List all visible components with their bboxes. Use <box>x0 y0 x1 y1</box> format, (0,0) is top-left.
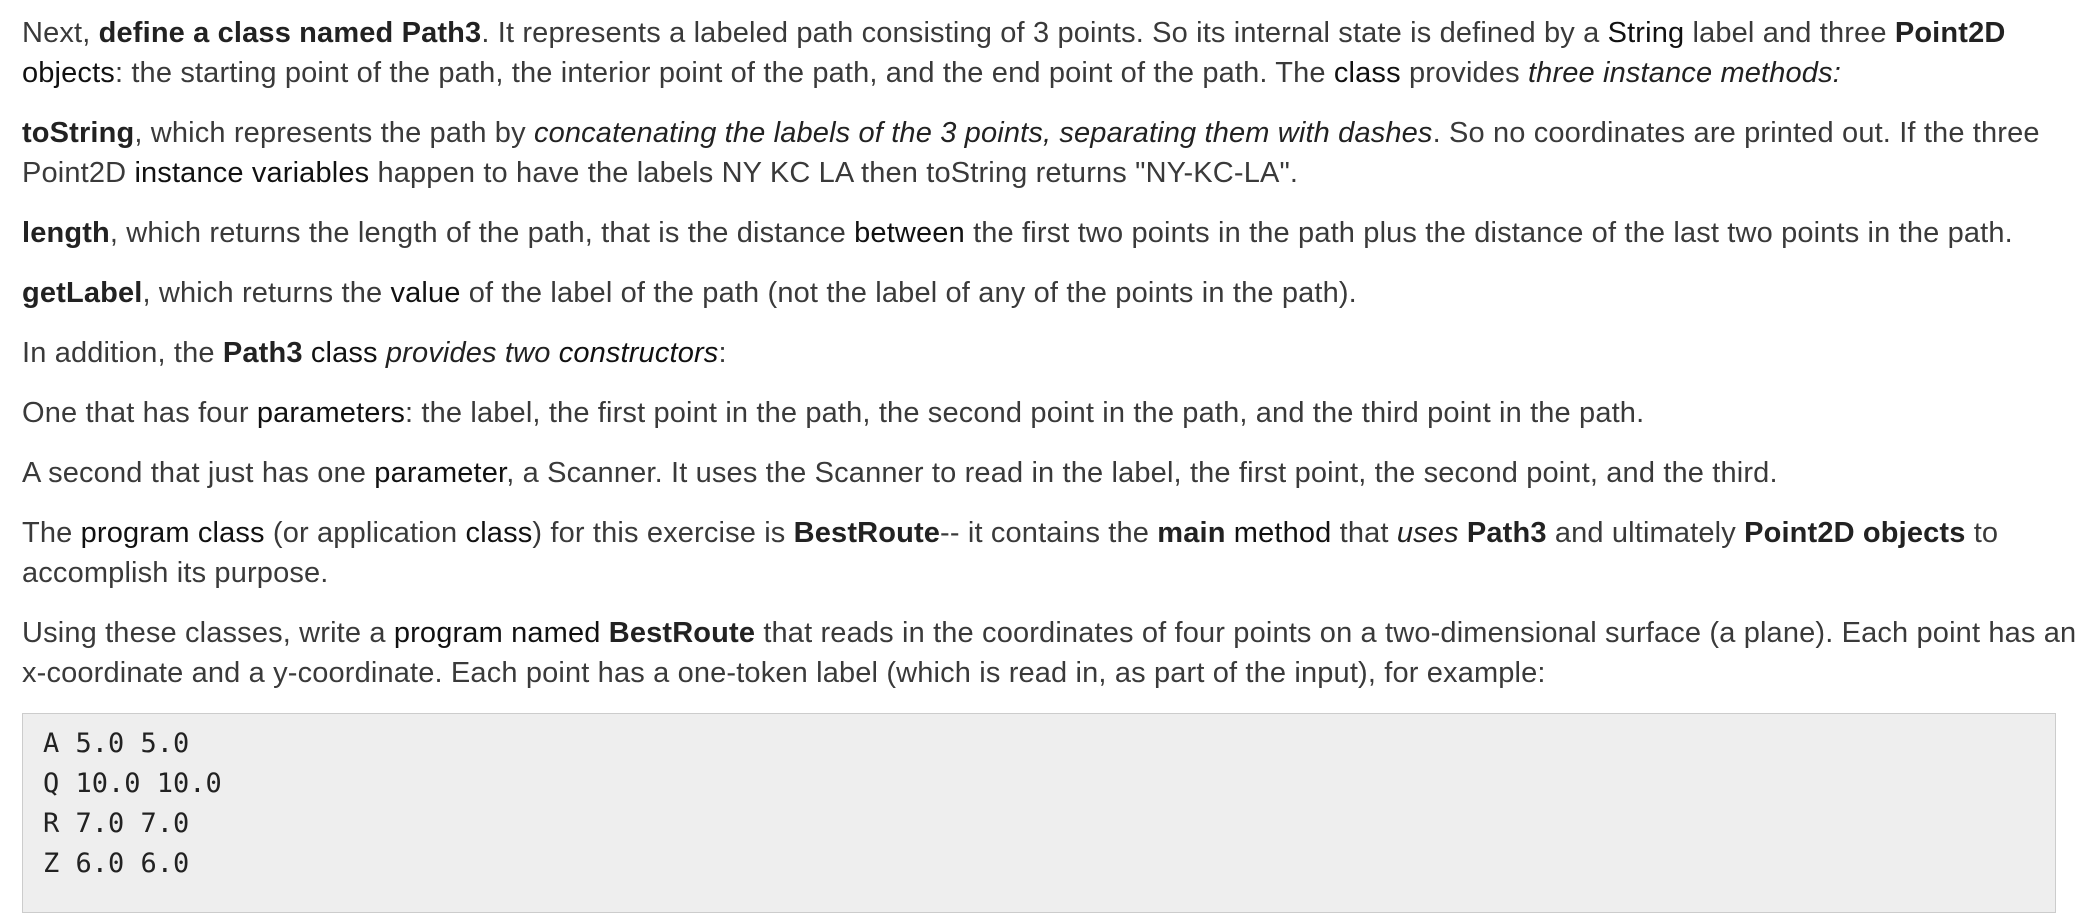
text: happen to have the labels NY KC LA then toString returns "NY-KC-LA". <box>369 157 1299 189</box>
paragraph-getlabel <box>22 273 2092 313</box>
emphasis-concatenating: concatenating the labels of the 3 points, separating them with dashes <box>533 117 1433 149</box>
term-point2d: Point2D <box>1894 17 2006 49</box>
text: that reads in the coordinates of four points on a two-dimensional surface (a plane). Each point has an x-coordinate and a y-coordinate. Each point has a one-token label (which is read in, as part of the input), for example: <box>22 617 2077 689</box>
paragraph-using-classes <box>22 613 2092 693</box>
text: , which returns the length of the path, that is the distance <box>109 217 855 249</box>
text: label and three <box>1684 17 1895 49</box>
term-constructors: constructors <box>558 337 719 369</box>
paragraph-constructor-one <box>22 393 2092 433</box>
text: The <box>22 517 81 549</box>
code-line: Q 10.0 10.0 <box>43 768 222 799</box>
term-main: main <box>1157 517 1226 549</box>
text: -- it contains the <box>940 517 1158 549</box>
term-objects: objects <box>22 57 115 89</box>
text: to accomplish its purpose. <box>22 517 1999 589</box>
emphasis-provides: provides two <box>385 337 559 369</box>
code-line: Z 6.0 6.0 <box>43 848 190 879</box>
term-class: class <box>1333 57 1401 89</box>
text: In addition, the <box>22 337 223 369</box>
term-objects: objects <box>1862 517 1966 549</box>
term-value: value <box>390 277 461 309</box>
paragraph-constructor-two <box>22 453 2092 493</box>
term-program-named: program named <box>393 617 601 649</box>
term-method: method <box>1233 517 1332 549</box>
text: : the label, the first point in the path, the second point in the path, and the third point in the path. <box>405 397 1645 429</box>
term-class: class <box>465 517 533 549</box>
text: . So no coordinates are printed out. If the three Point2D <box>22 117 2040 189</box>
term-getlabel: getLabel <box>22 277 143 309</box>
text: , a Scanner. It uses the Scanner to read in the label, the first point, the second point, and the third. <box>506 457 1778 489</box>
code-line: A 5.0 5.0 <box>43 728 190 759</box>
term-path3: Path3 <box>1466 517 1547 549</box>
text: provides <box>1400 57 1528 89</box>
text <box>1855 517 1863 549</box>
text: . It represents a labeled path consisting of 3 points. So its internal state is defined by a <box>481 17 1608 49</box>
term-parameters: parameters <box>256 397 406 429</box>
term-bestroute: BestRoute <box>608 617 756 649</box>
paragraph-length <box>22 213 2092 253</box>
term-program-class: program class <box>80 517 265 549</box>
text <box>1226 517 1234 549</box>
text: the first two points in the path plus the distance of the last two points in the path. <box>964 217 2013 249</box>
text: of the label of the path (not the label of any of the points in the path). <box>460 277 1357 309</box>
term-parameter: parameter <box>374 457 507 489</box>
term-tostring: toString <box>22 117 135 149</box>
term-define-class: define a class named Path3 <box>98 17 482 49</box>
text: A second that just has one <box>22 457 375 489</box>
term-string: String <box>1607 17 1685 49</box>
paragraph-path3-intro <box>22 13 2092 93</box>
paragraph-program-class <box>22 513 2092 593</box>
text: that <box>1331 517 1397 549</box>
paragraph-constructors <box>22 333 2092 373</box>
text <box>303 337 311 369</box>
term-path3: Path3 <box>222 337 303 369</box>
text: : the starting point of the path, the interior point of the path, and the end point of the path. The <box>114 57 1334 89</box>
text: , which represents the path by <box>134 117 534 149</box>
text: (or application <box>264 517 466 549</box>
text: Using these classes, write a <box>22 617 394 649</box>
text: : <box>718 337 727 369</box>
text: Next, <box>22 17 99 49</box>
text: , which returns the <box>142 277 391 309</box>
term-instance-variables: instance variables <box>134 157 370 189</box>
text: ) for this exercise is <box>532 517 794 549</box>
term-point2d: Point2D <box>1744 517 1855 549</box>
term-bestroute: BestRoute <box>793 517 941 549</box>
term-instance-methods: three instance methods: <box>1527 57 1841 89</box>
text: and ultimately <box>1546 517 1745 549</box>
text <box>1459 517 1467 549</box>
paragraph-tostring <box>22 113 2092 193</box>
term-length: length <box>22 217 110 249</box>
code-line: R 7.0 7.0 <box>43 808 190 839</box>
emphasis-uses: uses <box>1396 517 1459 549</box>
term-class: class <box>310 337 378 369</box>
text: One that has four <box>22 397 257 429</box>
text <box>601 617 609 649</box>
term-between: between <box>854 217 965 249</box>
example-input-code-block <box>22 713 2056 913</box>
text <box>378 337 386 369</box>
